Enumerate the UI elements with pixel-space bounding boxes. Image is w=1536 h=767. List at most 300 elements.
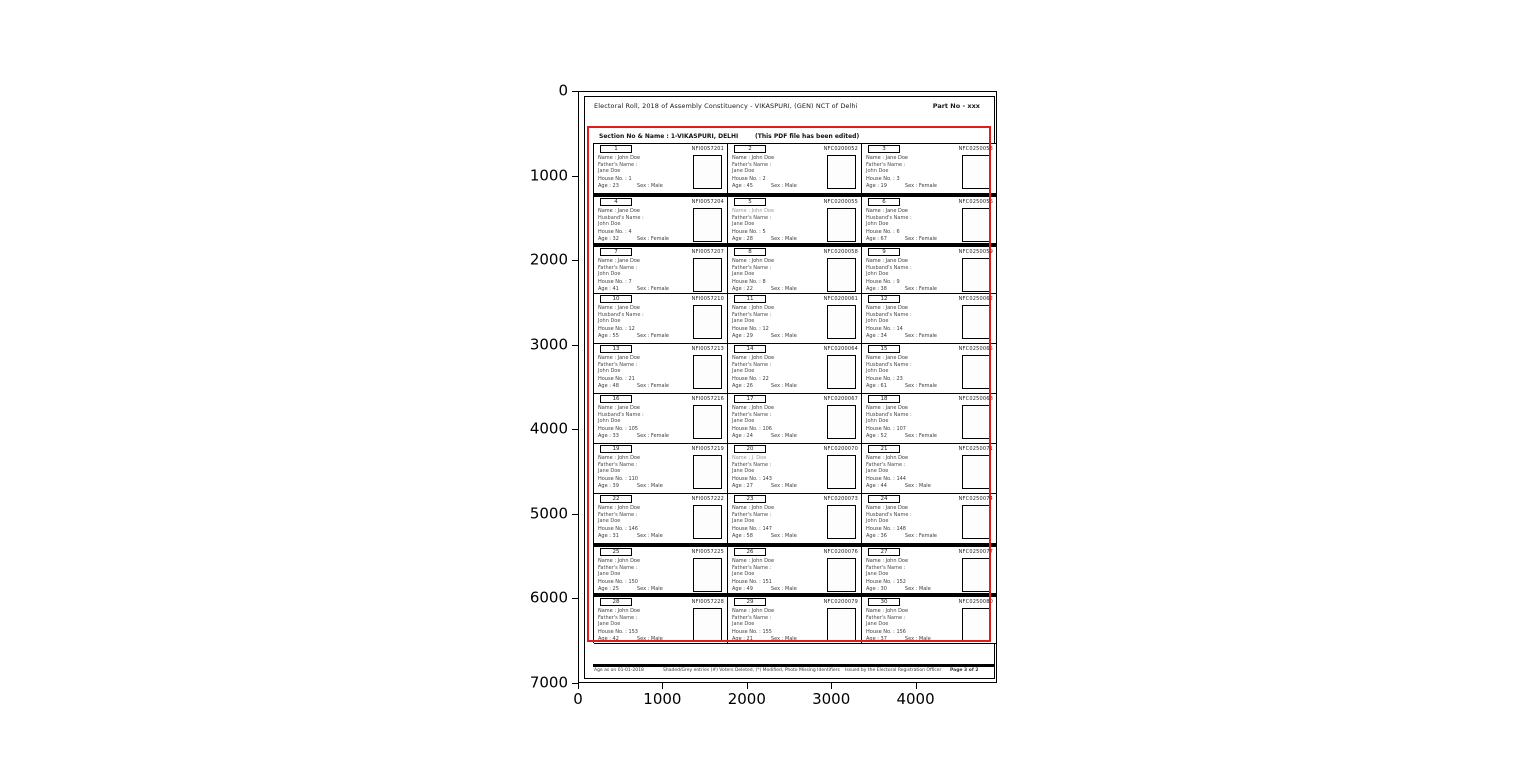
age-value: 38 <box>880 286 887 293</box>
plot-axes <box>578 91 997 683</box>
relation-label: Father's Name : <box>732 412 772 419</box>
voter-details <box>598 406 692 440</box>
relation-label: Father's Name : <box>732 615 772 622</box>
voter-name-line <box>732 259 826 265</box>
relation-label: Father's Name : <box>732 565 772 572</box>
x-tick-mark <box>916 683 917 689</box>
x-tick-label: 4000 <box>896 690 935 708</box>
house-number-line <box>866 427 960 433</box>
age-sex-line <box>732 184 826 190</box>
voter-details <box>866 209 960 243</box>
sex-value: Male <box>650 183 663 190</box>
voter-card <box>594 194 728 244</box>
photo-box <box>693 258 722 292</box>
house-number: 105 <box>628 425 638 432</box>
voter-details <box>732 306 826 340</box>
y-tick-label: 0 <box>558 81 568 100</box>
voter-card <box>728 494 862 544</box>
house-number: 147 <box>762 525 772 532</box>
age-label: Age : <box>866 533 879 540</box>
relation-name: John Doe <box>866 271 889 278</box>
relation-name: John Doe <box>866 168 889 175</box>
relation-label: Father's Name : <box>732 215 772 222</box>
relation-name: Jane Doe <box>732 318 755 325</box>
age-label: Age : <box>598 383 611 390</box>
name-label: Name : <box>732 405 751 411</box>
voter-name-line <box>598 406 692 412</box>
age-label: Age : <box>732 533 745 540</box>
epic-number: NFC0250071 <box>958 446 993 452</box>
age-value: 34 <box>880 333 887 340</box>
age-label: Age : <box>598 533 611 540</box>
voter-card <box>862 394 996 444</box>
voter-name-line <box>598 559 692 565</box>
age-sex-line <box>732 334 826 340</box>
photo-box <box>962 558 991 592</box>
house-number-line <box>598 377 692 383</box>
voter-name: John Doe <box>751 258 775 264</box>
voter-name: Jane Doe <box>617 305 640 311</box>
name-label: Name : <box>732 455 751 461</box>
sex-label: Sex : <box>904 383 918 390</box>
house-number: 155 <box>762 628 772 635</box>
age-label: Age : <box>866 183 879 190</box>
sex-value: Male <box>784 236 797 243</box>
age-label: Age : <box>598 636 611 643</box>
serial-number-box: 28 <box>600 598 632 606</box>
relation-label: Husband's Name : <box>866 312 912 319</box>
house-number: 146 <box>628 525 638 532</box>
relation-label: Father's Name : <box>732 362 772 369</box>
house-label: House No. : <box>732 525 761 532</box>
age-sex-line <box>866 434 960 440</box>
house-number-line <box>732 580 826 586</box>
voter-name-line <box>598 156 692 162</box>
relation-label: Father's Name : <box>598 362 638 369</box>
voter-card <box>862 444 996 494</box>
serial-number-box: 20 <box>734 445 766 453</box>
epic-number: NFC0250053 <box>958 146 993 152</box>
house-label: House No. : <box>598 425 627 432</box>
house-number-line <box>598 280 692 286</box>
name-label: Name : <box>866 208 885 214</box>
house-label: House No. : <box>732 628 761 635</box>
house-number: 110 <box>628 475 638 482</box>
voter-name-line <box>732 559 826 565</box>
sex-value: Male <box>650 636 663 643</box>
age-value: 39 <box>612 483 619 490</box>
age-value: 67 <box>880 236 887 243</box>
y-tick-label: 2000 <box>529 250 568 269</box>
age-sex-line <box>732 287 826 293</box>
name-label: Name : <box>866 558 885 564</box>
age-label: Age : <box>598 586 611 593</box>
house-number: 148 <box>896 525 906 532</box>
voter-name-line <box>866 259 960 265</box>
relation-name: Jane Doe <box>732 621 755 628</box>
voter-details <box>732 456 826 490</box>
sex-value: Male <box>650 586 663 593</box>
voter-name-line <box>866 406 960 412</box>
sex-label: Sex : <box>636 236 650 243</box>
epic-number: NFC0250068 <box>958 396 993 402</box>
sex-value: Male <box>784 286 797 293</box>
voter-card <box>594 244 728 294</box>
sex-label: Sex : <box>770 236 784 243</box>
voter-name: John Doe <box>617 155 641 161</box>
voter-name: Jane Doe <box>885 305 908 311</box>
voter-details <box>598 559 692 593</box>
sex-value: Female <box>650 383 670 390</box>
epic-number: NFC0250080 <box>958 599 993 605</box>
sex-value: Male <box>918 483 931 490</box>
age-label: Age : <box>598 286 611 293</box>
house-number: 156 <box>896 628 906 635</box>
age-sex-line <box>598 184 692 190</box>
serial-number-box: 13 <box>600 345 632 353</box>
serial-number-box: 25 <box>600 548 632 556</box>
name-label: Name : <box>866 305 885 311</box>
house-number: 9 <box>896 278 900 285</box>
sex-label: Sex : <box>636 636 650 643</box>
name-label: Name : <box>732 305 751 311</box>
voter-name-line <box>732 456 826 462</box>
relation-label: Father's Name : <box>598 162 638 169</box>
house-number-line <box>732 230 826 236</box>
house-number: 106 <box>762 425 772 432</box>
photo-box <box>693 558 722 592</box>
relation-name: Jane Doe <box>732 418 755 425</box>
age-label: Age : <box>598 483 611 490</box>
epic-number: NFI0057222 <box>691 496 724 502</box>
serial-number-box: 4 <box>600 198 632 206</box>
house-number: 12 <box>628 325 635 332</box>
document-title: Electoral Roll, 2018 of Assembly Constituency - VIKASPURI, (GEN) NCT of Delhi <box>594 102 858 110</box>
relation-label: Father's Name : <box>732 462 772 469</box>
name-label: Name : <box>866 405 885 411</box>
serial-number-box: 19 <box>600 445 632 453</box>
house-number-line <box>732 630 826 636</box>
serial-number-box: 8 <box>734 248 766 256</box>
sex-value: Male <box>784 183 797 190</box>
house-label: House No. : <box>866 628 895 635</box>
age-value: 49 <box>746 586 753 593</box>
epic-number: NFI0057213 <box>691 346 724 352</box>
voter-details <box>732 506 826 540</box>
footer-notes <box>593 668 995 676</box>
voter-card <box>862 494 996 544</box>
sex-value: Male <box>784 433 797 440</box>
x-tick-mark <box>831 683 832 689</box>
age-sex-line <box>866 587 960 593</box>
voter-details <box>732 609 826 643</box>
photo-box <box>693 405 722 439</box>
relation-name: John Doe <box>598 271 621 278</box>
relation-name: Jane Doe <box>732 368 755 375</box>
age-value: 37 <box>880 636 887 643</box>
name-label: Name : <box>866 355 885 361</box>
relation-name: John Doe <box>598 221 621 228</box>
age-label: Age : <box>866 333 879 340</box>
relation-name: John Doe <box>866 368 889 375</box>
name-label: Name : <box>866 155 885 161</box>
epic-number: NFC0200070 <box>823 446 858 452</box>
age-sex-line <box>866 334 960 340</box>
voter-name-line <box>598 506 692 512</box>
house-label: House No. : <box>598 175 627 182</box>
relation-label: Father's Name : <box>598 565 638 572</box>
house-number-line <box>866 377 960 383</box>
age-label: Age : <box>866 236 879 243</box>
relation-label: Husband's Name : <box>866 512 912 519</box>
voter-name: John Doe <box>885 608 909 614</box>
relation-label: Father's Name : <box>732 512 772 519</box>
voter-name-line <box>598 259 692 265</box>
age-sex-line <box>732 637 826 643</box>
epic-number: NFI0057228 <box>691 599 724 605</box>
photo-box <box>827 208 856 242</box>
house-number: 150 <box>628 578 638 585</box>
relation-label: Father's Name : <box>732 312 772 319</box>
house-number-line <box>598 427 692 433</box>
voter-card <box>594 594 728 644</box>
house-number-line <box>598 477 692 483</box>
epic-number: NFI0057225 <box>691 549 724 555</box>
house-label: House No. : <box>866 475 895 482</box>
relation-label: Father's Name : <box>866 162 906 169</box>
serial-number-box: 23 <box>734 495 766 503</box>
age-sex-line <box>732 434 826 440</box>
name-label: Name : <box>732 558 751 564</box>
epic-number: NFC0250065 <box>958 346 993 352</box>
epic-number: NFI0057219 <box>691 446 724 452</box>
epic-number: NFC0250077 <box>958 549 993 555</box>
house-number: 107 <box>896 425 906 432</box>
relation-name: John Doe <box>866 221 889 228</box>
age-value: 28 <box>746 236 753 243</box>
voter-card <box>862 294 996 344</box>
age-sex-line <box>866 484 960 490</box>
y-tick-label: 6000 <box>529 588 568 607</box>
relation-label: Father's Name : <box>866 462 906 469</box>
epic-number: NFC0200064 <box>823 346 858 352</box>
voter-name-line <box>598 456 692 462</box>
x-tick-label: 0 <box>573 690 583 708</box>
voter-name-line <box>866 559 960 565</box>
sex-label: Sex : <box>636 286 650 293</box>
sex-label: Sex : <box>636 183 650 190</box>
photo-box <box>827 305 856 339</box>
age-value: 48 <box>612 383 619 390</box>
age-label: Age : <box>732 236 745 243</box>
footer-legend-note: Shaded/Grey entries (#) Voters Deleted, (*) Modified, Photo Missing Identifiers <box>663 668 840 673</box>
age-value: 42 <box>612 636 619 643</box>
voter-details <box>866 156 960 190</box>
age-value: 41 <box>612 286 619 293</box>
serial-number-box: 5 <box>734 198 766 206</box>
relation-name: Jane Doe <box>866 468 889 475</box>
house-label: House No. : <box>598 325 627 332</box>
epic-number: NFC0250062 <box>958 296 993 302</box>
x-tick-label: 1000 <box>643 690 682 708</box>
name-label: Name : <box>732 155 751 161</box>
house-number-line <box>732 177 826 183</box>
footer-age-note: Age as on 01-01-2018 <box>594 668 644 673</box>
voter-card <box>594 544 728 594</box>
voter-card <box>862 194 996 244</box>
voter-name-line <box>732 156 826 162</box>
name-label: Name : <box>598 208 617 214</box>
photo-box <box>962 405 991 439</box>
house-label: House No. : <box>866 425 895 432</box>
voter-name: John Doe <box>617 558 641 564</box>
voter-card <box>728 394 862 444</box>
age-value: 52 <box>880 433 887 440</box>
part-number: Part No - xxx <box>932 102 980 110</box>
house-number: 1 <box>628 175 632 182</box>
voter-name: Jane Doe <box>885 505 908 511</box>
voter-details <box>598 156 692 190</box>
age-value: 58 <box>746 533 753 540</box>
house-number: 12 <box>762 325 769 332</box>
sex-label: Sex : <box>636 483 650 490</box>
sex-label: Sex : <box>770 286 784 293</box>
photo-box <box>962 208 991 242</box>
relation-name: John Doe <box>598 368 621 375</box>
house-number-line <box>732 477 826 483</box>
relation-label: Husband's Name : <box>598 412 644 419</box>
serial-number-box: 1 <box>600 145 632 153</box>
house-number-line <box>598 177 692 183</box>
age-value: 31 <box>612 533 619 540</box>
voter-name-line <box>866 209 960 215</box>
voter-card <box>862 144 996 194</box>
sex-label: Sex : <box>904 433 918 440</box>
voter-name: Jane Doe <box>885 155 908 161</box>
house-number-line <box>866 527 960 533</box>
sex-label: Sex : <box>770 433 784 440</box>
voter-name-line <box>866 456 960 462</box>
sex-value: Male <box>650 483 663 490</box>
house-number-line <box>598 527 692 533</box>
serial-number-box: 16 <box>600 395 632 403</box>
sex-label: Sex : <box>904 333 918 340</box>
house-number-line <box>866 280 960 286</box>
voter-details <box>598 306 692 340</box>
voter-name-line <box>732 609 826 615</box>
name-label: Name : <box>732 608 751 614</box>
relation-name: Jane Doe <box>732 571 755 578</box>
voter-name-line <box>732 506 826 512</box>
serial-number-box: 10 <box>600 295 632 303</box>
voter-details <box>866 306 960 340</box>
age-value: 32 <box>612 236 619 243</box>
name-label: Name : <box>598 258 617 264</box>
relation-name: John Doe <box>866 318 889 325</box>
relation-name: Jane Doe <box>598 168 621 175</box>
edited-note: (This PDF file has been edited) <box>755 133 860 140</box>
age-label: Age : <box>598 236 611 243</box>
serial-number-box: 17 <box>734 395 766 403</box>
house-number-line <box>598 327 692 333</box>
sex-value: Male <box>650 533 663 540</box>
voter-name-line <box>598 306 692 312</box>
sex-label: Sex : <box>904 533 918 540</box>
x-tick-mark <box>662 683 663 689</box>
voter-name: Jane Doe <box>617 405 640 411</box>
y-tick-label: 3000 <box>529 335 568 354</box>
photo-box <box>693 155 722 189</box>
voter-name: Jane Doe <box>617 258 640 264</box>
voter-details <box>866 456 960 490</box>
voter-name: J. Doe <box>751 455 767 461</box>
voter-name: John Doe <box>617 505 641 511</box>
age-value: 19 <box>880 183 887 190</box>
sex-label: Sex : <box>636 333 650 340</box>
voter-name: John Doe <box>751 208 775 214</box>
age-label: Age : <box>866 286 879 293</box>
voter-card <box>728 194 862 244</box>
serial-number-box: 21 <box>868 445 900 453</box>
house-label: House No. : <box>866 175 895 182</box>
age-value: 29 <box>746 333 753 340</box>
serial-number-box: 15 <box>868 345 900 353</box>
house-number-line <box>598 630 692 636</box>
voter-card <box>594 444 728 494</box>
house-label: House No. : <box>732 325 761 332</box>
house-number-line <box>598 230 692 236</box>
photo-box <box>693 305 722 339</box>
photo-box <box>693 208 722 242</box>
name-label: Name : <box>598 405 617 411</box>
house-number-line <box>866 327 960 333</box>
relation-name: John Doe <box>866 418 889 425</box>
house-label: House No. : <box>732 475 761 482</box>
age-value: 55 <box>612 333 619 340</box>
epic-number: NFC0200067 <box>823 396 858 402</box>
epic-number: NFC0200076 <box>823 549 858 555</box>
sex-label: Sex : <box>770 586 784 593</box>
age-value: 21 <box>746 636 753 643</box>
sex-label: Sex : <box>770 383 784 390</box>
age-label: Age : <box>732 483 745 490</box>
house-number: 6 <box>896 228 900 235</box>
voter-card <box>594 494 728 544</box>
sex-value: Female <box>650 333 670 340</box>
house-number-line <box>866 580 960 586</box>
serial-number-box: 11 <box>734 295 766 303</box>
section-title: Section No & Name : 1-VIKASPURI, DELHI <box>599 133 739 140</box>
photo-box <box>693 505 722 539</box>
house-label: House No. : <box>732 425 761 432</box>
age-value: 22 <box>746 286 753 293</box>
sex-value: Female <box>918 383 938 390</box>
age-value: 36 <box>880 533 887 540</box>
voter-name: John Doe <box>617 608 641 614</box>
relation-label: Husband's Name : <box>866 215 912 222</box>
voter-name-line <box>598 609 692 615</box>
name-label: Name : <box>866 258 885 264</box>
voter-details <box>598 356 692 390</box>
sex-value: Female <box>650 236 670 243</box>
sex-value: Male <box>918 636 931 643</box>
sex-label: Sex : <box>770 533 784 540</box>
photo-box <box>962 608 991 642</box>
house-number: 153 <box>628 628 638 635</box>
age-value: 33 <box>612 433 619 440</box>
sex-value: Male <box>784 333 797 340</box>
age-sex-line <box>866 384 960 390</box>
